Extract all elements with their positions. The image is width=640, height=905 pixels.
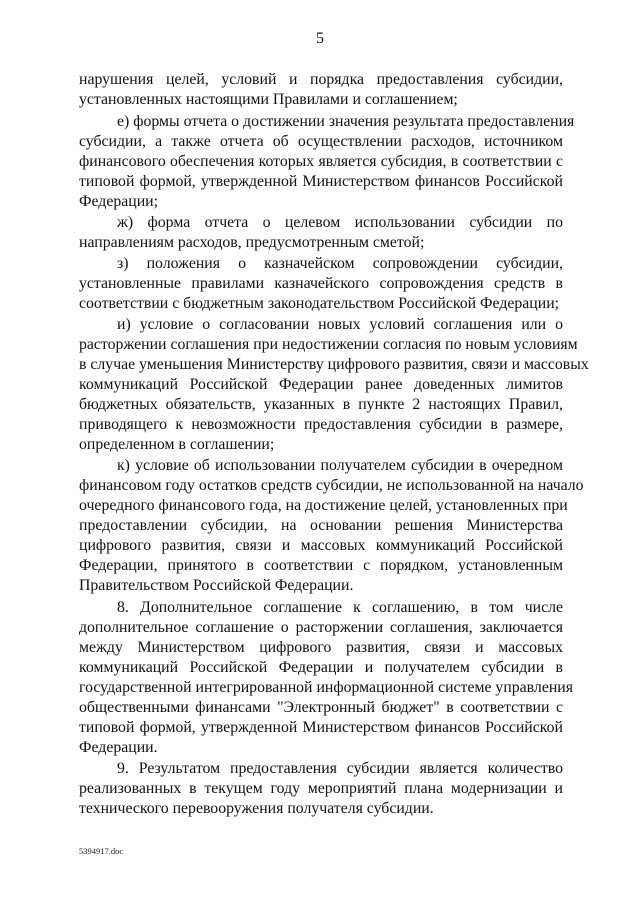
footer-filename: 5394917.doc <box>79 846 124 856</box>
text-line: типовой формой, утвержденной Министерством финансов Российской <box>79 173 563 190</box>
text-line: финансовом году остатков средств субсидии, не использованной на начало <box>79 477 584 494</box>
text-line: Федерации. <box>79 739 158 756</box>
text-line: субсидии, а также отчета об осуществлении расходов, источником <box>79 133 563 150</box>
text-line: приводящего к невозможности предоставления субсидии в размере, <box>79 416 563 433</box>
text-line: общественными финансами "Электронный бюджет" в соответствии с <box>79 699 563 716</box>
text-line: соответствии с бюджетным законодательством Российской Федерации; <box>79 295 560 312</box>
page-number: 5 <box>316 30 324 47</box>
text-line: 8. Дополнительное соглашение к соглашению, в том числе <box>117 599 563 616</box>
text-line: нарушения целей, условий и порядка предоставления субсидии, <box>79 71 563 88</box>
text-line: типовой формой, утвержденной Министерством финансов Российской <box>79 719 563 736</box>
text-line: государственной интегрированной информационной системе управления <box>79 679 573 696</box>
text-line: в случае уменьшения Министерству цифрового развития, связи и массовых <box>79 356 589 373</box>
text-line: установленные правилами казначейского сопровождения средств в <box>79 275 563 292</box>
text-line: е) формы отчета о достижении значения результата предоставления <box>117 113 575 130</box>
text-line: реализованных в текущем году мероприятий плана модернизации и <box>79 780 563 797</box>
text-line: з) положения о казначейском сопровождении субсидии, <box>117 255 563 272</box>
text-line: технического перевооружения получателя субсидии. <box>79 800 434 817</box>
text-line: цифрового развития, связи и массовых коммуникаций Российской <box>79 537 563 554</box>
text-line: предоставлении субсидии, на основании решения Министерства <box>79 517 563 534</box>
text-line: очередного финансового года, на достижение целей, установленных при <box>79 497 568 514</box>
text-line: ж) форма отчета о целевом использовании субсидии по <box>117 214 563 231</box>
text-line: дополнительное соглашение о расторжении соглашения, заключается <box>79 619 563 636</box>
text-line: определенном в соглашении; <box>79 436 275 453</box>
text-line: установленных настоящими Правилами и соглашением; <box>79 91 458 108</box>
text-line: к) условие об использовании получателем субсидии в очередном <box>117 457 563 474</box>
text-line: и) условие о согласовании новых условий соглашения или о <box>117 316 563 333</box>
text-line: между Министерством цифрового развития, связи и массовых <box>79 639 563 656</box>
text-line: коммуникаций Российской Федерации ранее доведенных лимитов <box>79 376 563 393</box>
text-line: финансового обеспечения которых является субсидия, в соответствии с <box>79 153 563 170</box>
text-line: направлениям расходов, предусмотренным сметой; <box>79 234 425 251</box>
text-line: Правительством Российской Федерации. <box>79 577 354 594</box>
text-line: Федерации, принятого в соответствии с порядком, установленным <box>79 557 563 574</box>
text-line: бюджетных обязательств, указанных в пункте 2 настоящих Правил, <box>79 396 563 413</box>
text-line: 9. Результатом предоставления субсидии является количество <box>117 760 563 777</box>
text-line: коммуникаций Российской Федерации и получателем субсидии в <box>79 659 563 676</box>
text-line: расторжении соглашения при недостижении согласия по новым условиям <box>79 336 578 353</box>
text-line: Федерации; <box>79 193 158 210</box>
